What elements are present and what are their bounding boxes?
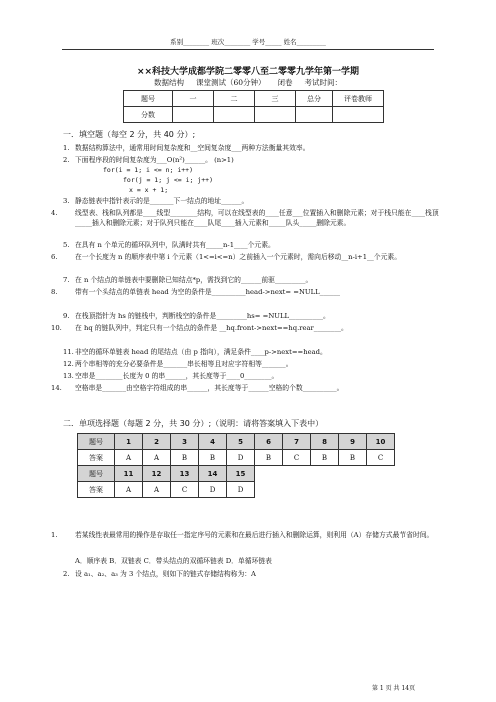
score-cell[interactable] (296, 107, 333, 123)
question-text: 在 hq 的链队列中，判定只有一个结点的条件是 __hq.front->next==hq.rear________。 (75, 324, 348, 332)
score-header-cell: 评卷教师 (333, 91, 384, 107)
row-label: 答案 (78, 482, 115, 498)
question-8 (51, 287, 455, 297)
question-text: 数据结构算法中，通常用时间复杂度和__空间复杂度___两种方法衡量其效率。 (75, 144, 310, 152)
score-cell[interactable] (173, 107, 214, 123)
question-number-cell: 11 (115, 466, 143, 482)
code-line-3: x = x + 1; (129, 186, 169, 194)
question-number: 8. (51, 288, 58, 296)
answer-question-row-2 (78, 466, 395, 482)
answer-cell[interactable]: B (255, 450, 283, 466)
score-header-cell: 总分 (296, 91, 333, 107)
question-text: 静态链表中指针表示的是_______下一结点的地址______。 (75, 197, 249, 205)
question-number: 6. (51, 253, 58, 261)
question-number: 1. (63, 144, 70, 152)
question-number-cell: 8 (311, 434, 339, 450)
question-number-cell: 9 (339, 434, 367, 450)
question-number: 3. (63, 197, 70, 205)
question-text: 下面程序段的时间复杂度为___O(n²)______。 (n>1) (75, 156, 234, 164)
question-text: 空格串是_______由空格字符组成的串______，其长度等于______空格的个数__________。 (75, 384, 344, 392)
code-line-2: for(j = 1; j <= i; j++) (123, 176, 214, 184)
question-text: 带有一个头结点的单链表 head 为空的条件是__________head->next= =NULL______ (75, 288, 341, 296)
answer-cell[interactable]: A (115, 482, 143, 498)
question-6 (51, 252, 455, 262)
row-label: 答案 (78, 450, 115, 466)
header-divider (62, 49, 434, 50)
row-label: 题号 (78, 466, 115, 482)
section2-title: 二．单项选择题（每题 2 分，共 30 分）;（说明：请将答案填入下表中） (63, 419, 324, 428)
question-number-cell: 10 (367, 434, 395, 450)
question-3 (63, 196, 455, 206)
empty-cell (255, 466, 395, 482)
page-footer: 第 1 页 共 14页 (372, 685, 416, 692)
answer-cell[interactable]: B (199, 450, 227, 466)
answer-cell[interactable]: C (367, 450, 395, 466)
question-text: 在栈顶指针为 hs 的链栈中，判断栈空的条件是_________hs= =NULL__________。 (75, 312, 330, 320)
answer-cell[interactable]: A (143, 482, 171, 498)
choice-question-2 (63, 569, 455, 579)
question-number-cell: 15 (227, 466, 255, 482)
question-14 (51, 383, 455, 393)
answer-row-2 (78, 482, 395, 498)
code-line-1: for(i = 1; i <= n; i++) (103, 166, 194, 174)
question-text: 两个串相等的充分必要条件是_______串长相等且对应字符相等_______。 (75, 360, 293, 368)
question-9 (63, 311, 455, 321)
question-number-cell: 4 (199, 434, 227, 450)
score-cell[interactable] (255, 107, 296, 123)
question-text: 若某线性表最常用的操作是存取任一指定序号的元素和在最后进行插入和删除运算，则利用（A）存储方式最节省时间。 (75, 531, 434, 539)
exam-title: ××科技大学成都学院二零零八至二零零九学年第一学期 (136, 67, 360, 77)
section1-title: 一．填空题（每空 2 分，共 40 分）; (63, 130, 196, 139)
answer-cell[interactable]: C (283, 450, 311, 466)
score-header-cell: 二 (214, 91, 255, 107)
answer-cell[interactable]: A (143, 450, 171, 466)
question-text: 设 a₁、a₂、a₃ 为 3 个结点，则如下的链式存储结构称为：A (75, 570, 256, 578)
question-10 (51, 323, 455, 333)
question-number-cell: 14 (199, 466, 227, 482)
question-4 (51, 208, 455, 228)
score-row-label: 分数 (124, 107, 173, 123)
answer-cell[interactable]: D (199, 482, 227, 498)
question-12 (63, 359, 455, 369)
exam-time: 考试时间： (304, 78, 343, 87)
course-name: 数据结构 (153, 78, 184, 87)
answer-question-row-1 (78, 434, 395, 450)
score-table (123, 90, 384, 123)
question-number: 11. (63, 348, 74, 356)
exam-type: 闭卷 (277, 78, 293, 87)
answer-cell[interactable]: B (171, 450, 199, 466)
question-text: 在具有 n 个单元的循环队列中，队满时共有_____n-1____个元素。 (75, 241, 275, 249)
answer-row-1 (78, 450, 395, 466)
question-2 (63, 155, 455, 165)
choice-options-1: A．顺序表 B．双链表 C．带头结点的双循环链表 D．单循环链表 (75, 557, 272, 565)
answer-cell[interactable]: D (227, 450, 255, 466)
question-text: 非空的循环单链表 head 的尾结点（由 p 指向），满足条件____p->next==head。 (75, 348, 327, 356)
question-number: 9. (63, 312, 70, 320)
question-number: 13. (63, 372, 74, 380)
question-text: 线型表、栈和队列都是____线型________结构，可以在线型表的____任意___位置插入和删除元素；对于栈只能在____栈顶_____插入和删除元素；对于队列只能在____队尾____插入元素和_____队头_____删除元素。 (75, 209, 439, 227)
answer-cell[interactable]: A (115, 450, 143, 466)
question-1 (63, 143, 455, 153)
answer-cell[interactable]: B (311, 450, 339, 466)
question-number: 12. (63, 360, 74, 368)
question-number-cell: 5 (227, 434, 255, 450)
empty-cell (255, 482, 395, 498)
question-7 (63, 275, 455, 285)
question-number-cell: 12 (143, 466, 171, 482)
question-number-cell: 1 (115, 434, 143, 450)
answer-table (77, 433, 395, 498)
test-info: 课堂测试（60分钟） (195, 78, 266, 87)
question-number-cell: 6 (255, 434, 283, 450)
question-5 (63, 240, 455, 250)
score-header-cell: 题号 (124, 91, 173, 107)
question-number-cell: 3 (171, 434, 199, 450)
question-text: 空串是________长度为 0 的串______，其长度等于____0________。 (75, 372, 279, 380)
question-number: 7. (63, 276, 70, 284)
header-student-info: 系别________ 班次________ 学号_____ 姓名_________ (170, 38, 326, 46)
question-number: 2. (63, 156, 70, 164)
question-number: 2. (63, 570, 70, 578)
question-number: 5. (63, 241, 70, 249)
answer-cell[interactable]: D (227, 482, 255, 498)
answer-cell[interactable]: B (339, 450, 367, 466)
question-number: 10. (51, 324, 62, 332)
question-number: 4. (51, 209, 58, 217)
row-label: 题号 (78, 434, 115, 450)
question-number-cell: 2 (143, 434, 171, 450)
choice-question-1 (51, 530, 455, 540)
question-number-cell: 13 (171, 466, 199, 482)
exam-subtitle (0, 77, 496, 88)
question-text: 在一个长度为 n 的顺序表中第 i 个元素（1<=i<=n）之前插入一个元素时，需向后移动__n-i+1__个元素。 (75, 253, 401, 261)
question-text: 在 n 个结点的单链表中要删除已知结点*p，需找到它的______前驱_________。 (75, 276, 313, 284)
score-header-cell: 三 (255, 91, 296, 107)
score-header-cell: 一 (173, 91, 214, 107)
question-number: 14. (51, 384, 62, 392)
question-number: 1. (51, 531, 58, 539)
answer-cell[interactable]: C (171, 482, 199, 498)
question-13 (63, 371, 455, 381)
question-11 (63, 347, 455, 357)
score-cell[interactable] (333, 107, 384, 123)
question-number-cell: 7 (283, 434, 311, 450)
score-cell[interactable] (214, 107, 255, 123)
